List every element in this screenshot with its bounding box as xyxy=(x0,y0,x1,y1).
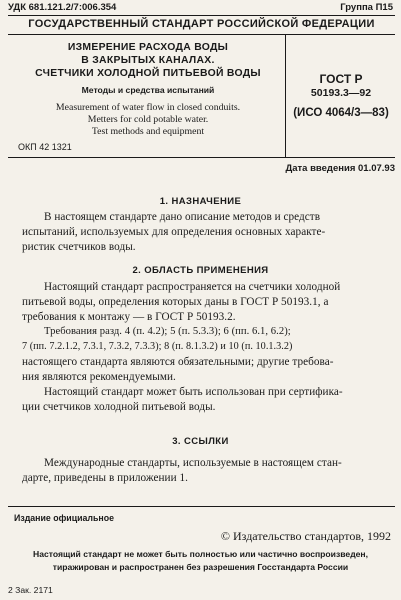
iso-reference: (ИСО 4064/3—83) xyxy=(293,107,389,119)
section-2-line-7: ния являются рекомендуемыми. xyxy=(22,371,176,383)
section-1-heading: 1. НАЗНАЧЕНИЕ xyxy=(159,196,242,207)
title-ru-line-1: ИЗМЕРЕНИЕ РАСХОДА ВОДЫ xyxy=(67,42,229,53)
print-mark: 2 Зак. 2171 xyxy=(8,585,53,595)
date-introduced: Дата введения 01.07.93 xyxy=(285,163,395,174)
edition-label: Издание официальное xyxy=(14,513,114,523)
title-ru-line-3: СЧЕТЧИКИ ХОЛОДНОЙ ПИТЬЕВОЙ ВОДЫ xyxy=(35,68,261,79)
title-divider xyxy=(285,34,286,157)
title-en-line-2: Metters for cold potable water. xyxy=(87,114,209,125)
title-rule-bottom xyxy=(8,157,395,158)
section-2-heading: 2. ОБЛАСТЬ ПРИМЕНЕНИЯ xyxy=(132,265,269,276)
header-rule-top xyxy=(8,15,395,16)
section-3-heading: 3. ССЫЛКИ xyxy=(172,436,229,447)
gost-number: 50193.3—92 xyxy=(310,87,372,99)
section-1-line-1: В настоящем стандарте дано описание методов и средств xyxy=(44,211,321,223)
section-2-line-5: 7 (пп. 7.2.1.2, 7.3.1, 7.3.2, 7.3.3); 8 (п. 8.1.3.2) и 10 (п. 10.1.3.2) xyxy=(22,341,293,352)
section-2-line-8: Настоящий стандарт может быть использован при сертифика- xyxy=(44,386,343,398)
footer-rule xyxy=(8,506,395,507)
section-3-line-1: Международные стандарты, используемые в настоящем стан- xyxy=(44,457,342,469)
notice-line-1: Настоящий стандарт не может быть полностью или частично воспроизведен, xyxy=(32,549,369,559)
section-2-line-6: настоящего стандарта являются обязательными; другие требова- xyxy=(22,356,334,368)
title-en-line-1: Measurement of water flow in closed conduits. xyxy=(55,102,241,113)
section-2-line-9: ции счетчиков холодной питьевой воды. xyxy=(22,401,216,413)
copyright: © Издательство стандартов, 1992 xyxy=(220,529,391,543)
section-1-line-3: ристик счетчиков воды. xyxy=(22,241,136,253)
section-3-line-2: дарте, приведены в приложении 1. xyxy=(22,472,188,484)
title-en-line-3: Test methods and equipment xyxy=(91,126,205,137)
standard-banner: ГОСУДАРСТВЕННЫЙ СТАНДАРТ РОССИЙСКОЙ ФЕДЕРАЦИИ xyxy=(28,18,375,30)
title-ru-line-2: В ЗАКРЫТЫХ КАНАЛАХ. xyxy=(81,55,215,66)
section-2-line-3: требования к монтажу — в ГОСТ Р 50193.2. xyxy=(22,311,236,323)
group-code: Группа П15 xyxy=(340,2,393,13)
udk-code: УДК 681.121.2/7:006.354 xyxy=(8,2,117,13)
header-rule-bottom xyxy=(8,34,395,35)
notice-line-2: тиражирован и распространен без разрешения Госстандарта России xyxy=(52,562,349,572)
gost-label: ГОСТ Р xyxy=(319,72,363,86)
section-2-line-4: Требования разд. 4 (п. 4.2); 5 (п. 5.3.3); 6 (пп. 6.1, 6.2); xyxy=(44,326,291,337)
subtitle-ru: Методы и средства испытаний xyxy=(81,85,215,95)
section-2-line-2: питьевой воды, определения которых даны в ГОСТ Р 50193.1, а xyxy=(22,296,329,308)
section-2-line-1: Настоящий стандарт распространяется на счетчики холодной xyxy=(44,281,341,293)
okp-code: ОКП 42 1321 xyxy=(18,142,72,152)
section-1-line-2: испытаний, используемых для определения основных характе- xyxy=(22,226,326,238)
